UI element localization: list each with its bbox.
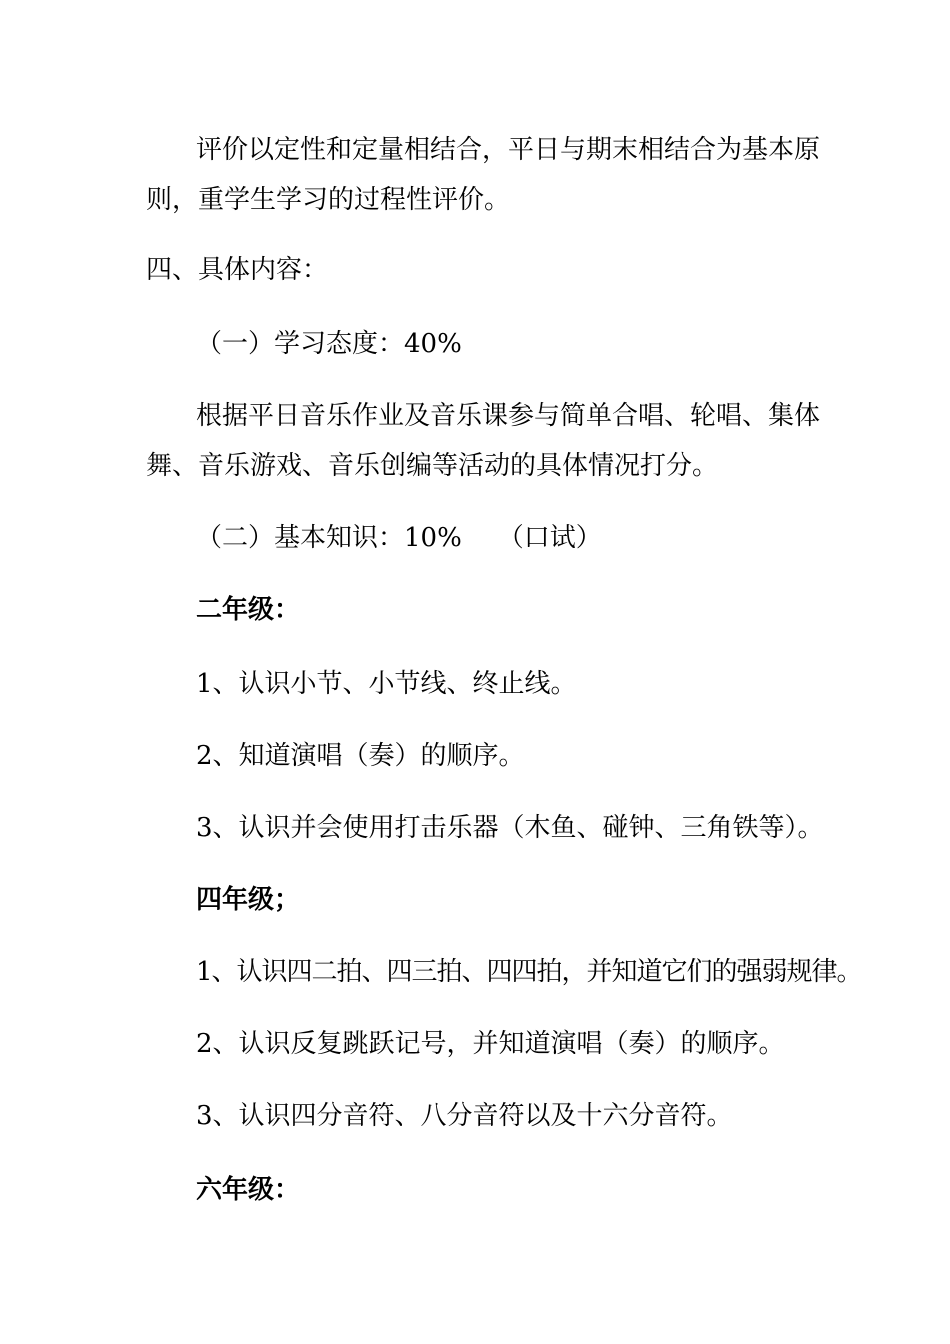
item-learning-attitude: （一）学习态度：40% xyxy=(196,329,462,359)
grade4-item-2: 2、认识反复跳跃记号，并知道演唱（奏）的顺序。 xyxy=(196,1029,785,1059)
grade4-item-3: 3、认识四分音符、八分音符以及十六分音符。 xyxy=(196,1101,733,1131)
grade2-heading: 二年级： xyxy=(196,595,301,625)
grade2-item-1: 1、认识小节、小节线、终止线。 xyxy=(196,669,577,699)
grade2-item-2: 2、知道演唱（奏）的顺序。 xyxy=(196,741,525,771)
paragraph-evaluation-line-1: 评价以定性和定量相结合，平日与期末相结合为基本原 xyxy=(196,135,821,165)
item-basic-knowledge-label: （二）基本知识：10% xyxy=(196,523,462,553)
grade6-heading: 六年级： xyxy=(196,1175,301,1205)
grade4-item-1: 1、认识四二拍、四三拍、四四拍，并知道它们的强弱规律。 xyxy=(196,957,862,987)
section-heading-specific-content: 四、具体内容： xyxy=(146,255,329,285)
paragraph-evaluation-line-2: 则，重学生学习的过程性评价。 xyxy=(146,185,511,215)
grade2-item-3: 3、认识并会使用打击乐器（木鱼、碰钟、三角铁等）。 xyxy=(196,813,824,843)
paragraph-attitude-line-1: 根据平日音乐作业及音乐课参与简单合唱、轮唱、集体 xyxy=(196,401,821,431)
item-basic-knowledge-note: （口试） xyxy=(497,523,602,553)
item-basic-knowledge xyxy=(196,520,602,556)
grade4-heading: 四年级； xyxy=(196,885,301,915)
paragraph-attitude-line-2: 舞、音乐游戏、音乐创编等活动的具体情况打分。 xyxy=(146,451,719,481)
